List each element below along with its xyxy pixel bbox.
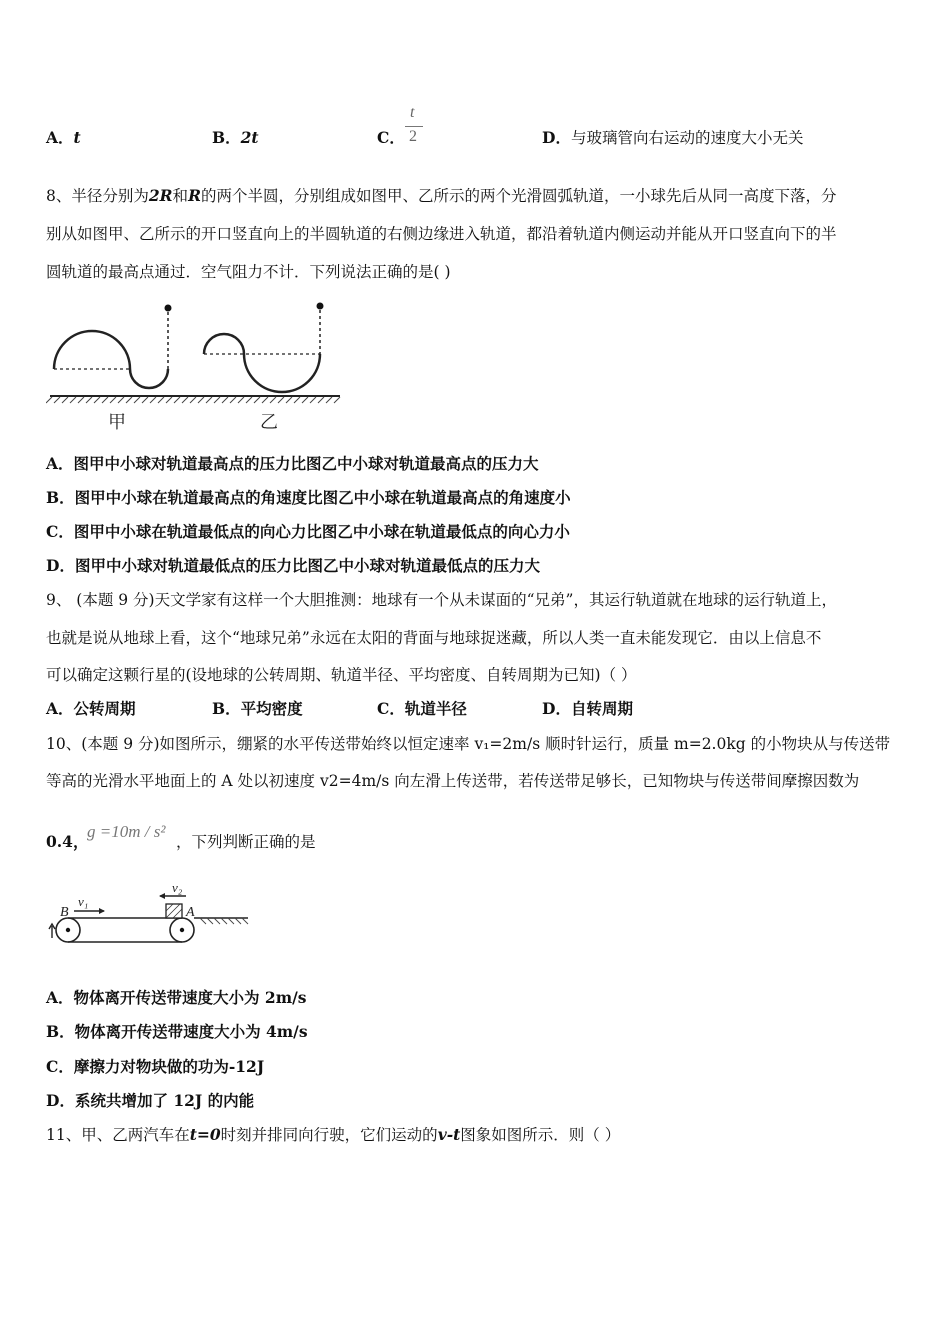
q9-stem-line1: 9、 (本题 9 分)天文学家有这样一个大胆推测：地球有一个从未谋面的“兄弟”，其运行轨道就在地球的运行轨道上， [46,591,837,609]
q7-fraction-numerator: t [410,104,415,121]
q8-option-c: C．图甲中小球在轨道最低点的向心力比图乙中小球在轨道最低点的向心力小 [46,522,570,541]
q7-option-c: C． [377,128,405,147]
q10-option-a: A．物体离开传送带速度大小为 2m/s [46,988,307,1007]
q10-option-b: B．物体离开传送带速度大小为 4m/s [46,1022,308,1041]
q7-option-d: D．与玻璃管向右运动的速度大小无关 [542,128,804,147]
q8-stem-line2: 别从如图甲、乙所示的开口竖直向上的半圆轨道的右侧边缘进入轨道，都沿着轨道内侧运动并能从开口竖直向下的半 [46,225,837,243]
label-yi: 乙 [260,412,278,433]
q8-stem-line3: 圆轨道的最高点通过．空气阻力不计．下列说法正确的是( ) [46,263,451,281]
label-v1: v₁ [78,894,89,909]
q10-stem-line3-post: ，下列判断正确的是 [176,833,316,851]
q8-stem-line1: 8、半径分别为2R和R的两个半圆，分别组成如图甲、乙所示的两个光滑圆弧轨道，一小球先后从同一高度下落，分 [46,186,837,205]
q8-option-d: D．图甲中小球对轨道最低点的压力比图乙中小球对轨道最低点的压力大 [46,556,540,575]
q8-option-b: B．图甲中小球在轨道最高点的角速度比图乙中小球在轨道最高点的角速度小 [46,488,571,507]
q10-option-c: C．摩擦力对物块做的功为-12J [46,1057,265,1076]
q10-stem-line2: 等高的光滑水平地面上的 A 处以初速度 v2=4m/s 向左滑上传送带，若传送带足够长，已知物块与传送带间摩擦因数为 [46,772,860,790]
q9-stem-line3: 可以确定这颗行星的(设地球的公转周期、轨道半径、平均密度、自转周期为已知)（ ） [46,666,637,684]
q7-fraction-bar [405,126,423,127]
q9-option-c: C．轨道半径 [377,699,467,718]
q9-option-b: B．平均密度 [212,699,303,718]
q10-stem-line3: 0.4， [46,832,89,851]
q7-option-a: A．t [46,128,81,147]
label-jia: 甲 [108,412,126,433]
q10-conveyor-figure [44,880,254,950]
q10-option-d: D．系统共增加了 12J 的内能 [46,1091,255,1110]
q10-gravity-formula: g =10m / s² [87,822,166,841]
q9-option-d: D．自转周期 [542,699,633,718]
q7-option-b: B．2t [212,128,259,147]
q11-stem: 11、甲、乙两汽车在t=0时刻并排同向行驶，它们运动的v-t图象如图所示．则（ ） [46,1125,621,1144]
q9-option-a: A．公转周期 [46,699,136,718]
q7-fraction-denominator: 2 [409,128,417,145]
q10-stem-line1: 10、(本题 9 分)如图所示，绷紧的水平传送带始终以恒定速率 v₁=2m/s 顺时针运行，质量 m=2.0kg 的小物块从与传送带 [46,735,891,753]
q8-track-figure [46,296,346,436]
label-v2: v₂ [172,880,183,895]
q9-stem-line2: 也就是说从地球上看，这个“地球兄弟”永远在太阳的背面与地球捉迷藏，所以人类一直未能发现它．由以上信息不 [46,629,822,647]
q8-option-a: A．图甲中小球对轨道最高点的压力比图乙中小球对轨道最高点的压力大 [46,454,539,473]
label-B: B [60,905,69,920]
label-A: A [186,905,195,920]
